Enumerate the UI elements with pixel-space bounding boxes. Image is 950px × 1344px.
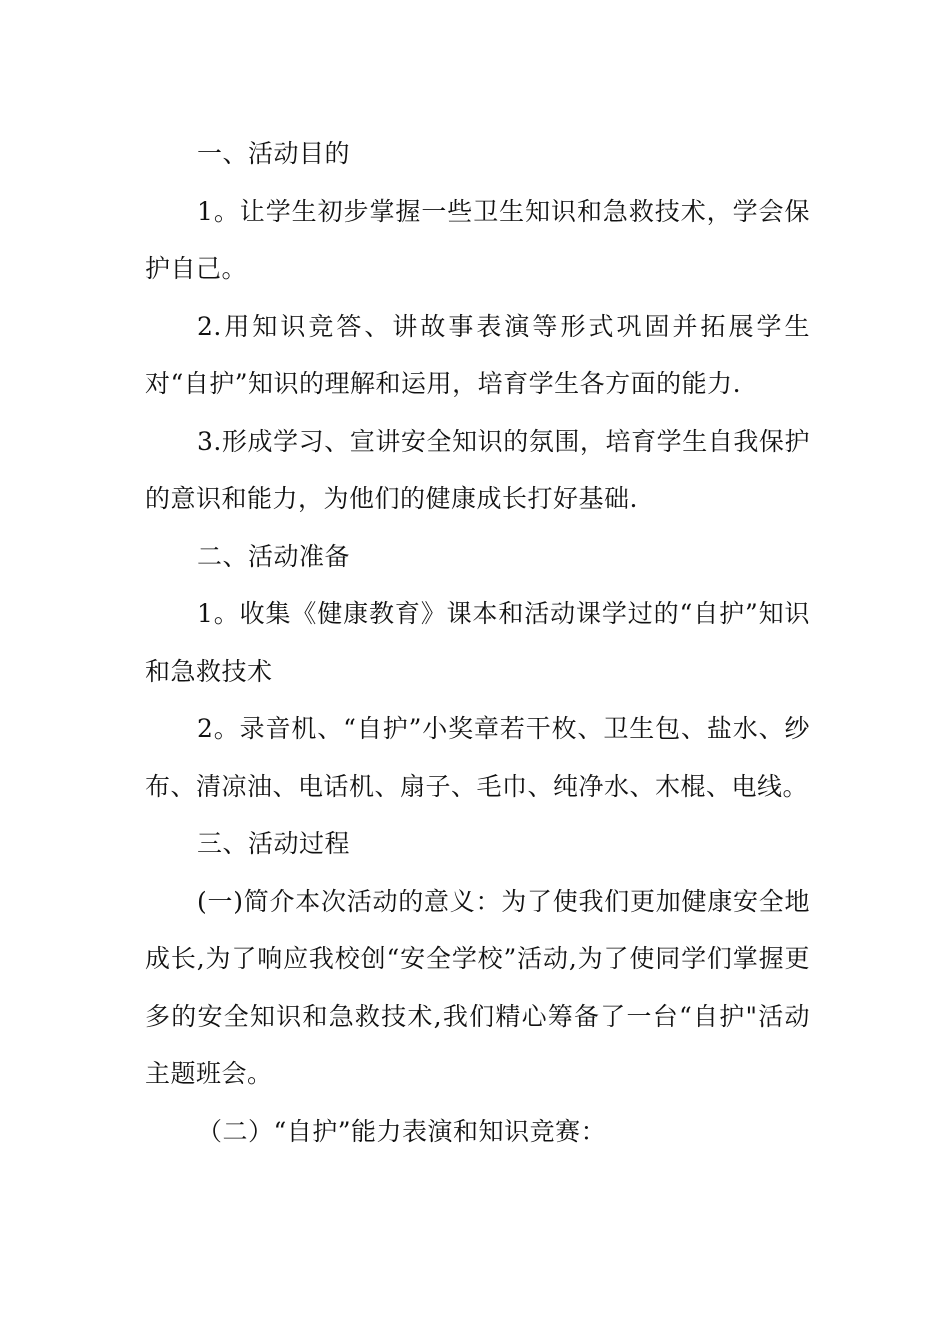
process-item-2: （二）“自护”能力表演和知识竞赛： xyxy=(197,1116,607,1146)
section-heading-process: 三、活动过程 xyxy=(197,829,351,858)
purpose-item-1: 1。让学生初步掌握一些卫生知识和急救技术，学会保护自己。 xyxy=(145,196,810,283)
purpose-item-3: 3.形成学习、宣讲安全知识的氛围，培育学生自我保护的意识和能力，为他们的健康成长打好基础. xyxy=(145,426,810,513)
process-item-1: (一)简介本次活动的意义：为了使我们更加健康安全地成长,为了响应我校创“安全学校”活动,为了使同学们掌握更多的安全知识和急救技术,我们精心筹备了一台“自护"活动主题班会。 xyxy=(145,886,810,1088)
section-heading-purpose: 一、活动目的 xyxy=(197,139,351,168)
document-body xyxy=(145,125,810,1160)
preparation-item-2: 2。录音机、“自护”小奖章若干枚、卫生包、盐水、纱布、清凉油、电话机、扇子、毛巾、纯净水、木棍、电线。 xyxy=(145,714,810,801)
preparation-item-1: 1。收集《健康教育》课本和活动课学过的“自护”知识和急救技术 xyxy=(145,599,810,686)
purpose-item-2: 2.用知识竞答、讲故事表演等形式巩固并拓展学生对“自护”知识的理解和运用，培育学生各方面的能力. xyxy=(145,311,810,398)
section-heading-preparation: 二、活动准备 xyxy=(197,541,351,571)
